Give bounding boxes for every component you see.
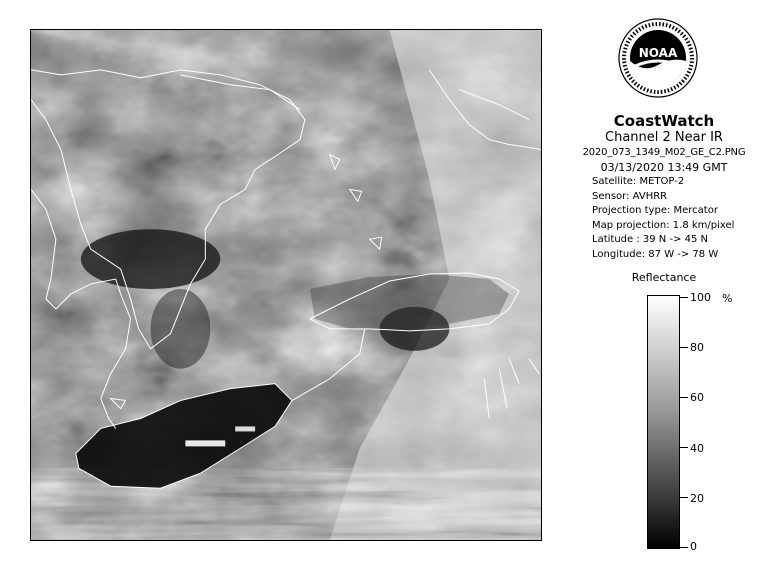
colorbar-tick-label: 60	[690, 391, 704, 404]
satellite-line: Satellite: METOP-2	[592, 176, 685, 187]
info-panel	[566, 112, 762, 262]
satellite-map	[30, 29, 542, 541]
map-projection-line: Map projection: 1.8 km/pixel	[592, 219, 735, 231]
sensor-line: Sensor: AVHRR	[592, 190, 668, 202]
longitude-line: Longitude: 87 W -> 78 W	[592, 248, 719, 260]
latitude-line: Latitude : 39 N -> 45 N	[592, 234, 708, 245]
colorbar-tick-label: 100	[690, 291, 711, 304]
reflectance-colorbar	[647, 295, 680, 549]
colorbar-tick-label: 80	[690, 341, 704, 354]
noaa-logo	[617, 17, 699, 99]
colorbar-tick	[680, 497, 688, 498]
colorbar-tick	[680, 347, 688, 348]
product-title: CoastWatch	[613, 112, 715, 130]
map-image	[31, 30, 541, 540]
colorbar-tick	[680, 397, 688, 398]
date-time: 03/13/2020 13:49 GMT	[600, 161, 728, 174]
colorbar-tick	[680, 447, 688, 448]
logo-text: NOAA	[638, 46, 678, 60]
colorbar-tick	[680, 547, 688, 548]
colorbar-tick-label: 0	[690, 540, 697, 553]
colorbar-unit: %	[722, 292, 733, 305]
projection-type-line: Projection type: Mercator	[592, 205, 718, 216]
colorbar-tick-label: 40	[690, 442, 704, 455]
colorbar-tick-label: 20	[690, 492, 704, 505]
colorbar-title: Reflectance	[631, 271, 697, 284]
filename: 2020_073_1349_M02_GE_C2.PNG	[582, 147, 746, 158]
channel-label: Channel 2 Near IR	[605, 130, 723, 145]
colorbar-tick	[680, 297, 688, 298]
